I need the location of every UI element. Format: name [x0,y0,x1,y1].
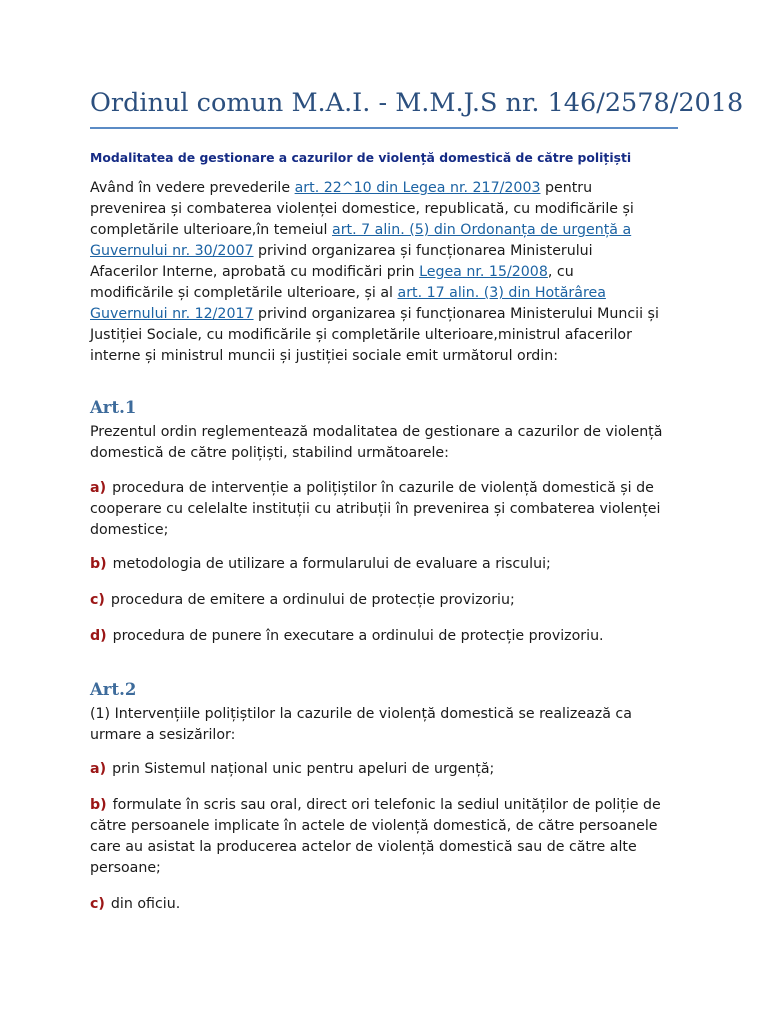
art1-line-2: domestică de către polițiști, stabilind următoarele: [90,445,449,461]
text: procedura de punere în executare a ordinului de protecție provizoriu. [112,628,604,644]
intro-line-7 [90,304,690,325]
art2-line-1: (1) Intervențiile polițiștilor la cazurile de violență domestică se realizează ca [90,706,632,722]
intro-line-8: Justiției Sociale, cu modificările și completările ulterioare,ministrul afacerilor [90,327,632,343]
text: completările ulterioare,în temeiul [90,222,332,238]
art2-c-line-1 [90,894,690,915]
text: privind organizarea și funcționarea Ministerului [253,243,593,259]
text: , cu [547,264,574,280]
intro-line-4 [90,241,690,262]
list-letter: b) [90,556,107,572]
link-oug-30-2007[interactable]: Guvernului nr. 30/2007 [90,243,254,259]
link-hg-12-2017[interactable]: Guvernului nr. 12/2017 [90,306,254,322]
art2-item-c [90,894,690,915]
art2-b-line-1 [90,795,690,816]
art2-b-line-4: persoane; [90,860,161,876]
art1-c-line-1 [90,590,690,611]
intro-line-1 [90,178,690,199]
list-letter: b) [90,797,107,813]
text: procedura de intervenție a polițiștilor în cazurile de violență domestică și de [112,480,654,496]
intro-line-3 [90,220,690,241]
link-legea-15-2008[interactable]: Legea nr. 15/2008 [419,264,548,280]
art2-paragraph [90,704,690,746]
art2-b-line-3: care au asistat la producerea actelor de violență domestică sau de către alte [90,839,637,855]
link-art-22-10[interactable]: art. 22^10 din Legea nr. 217/2003 [294,180,541,196]
text: formulate în scris sau oral, direct ori telefonic la sediul unităților de poliție de [112,797,661,813]
intro-line-5 [90,262,690,283]
intro-line-9: interne și ministrul muncii și justiției sociale emit următorul ordin: [90,348,559,364]
art2-a-line-1 [90,759,690,780]
art1-paragraph [90,422,690,464]
document-title: Ordinul comun M.A.I. - M.M.J.S nr. 146/2578/2018 [90,88,744,118]
text: metodologia de utilizare a formularului de evaluare a riscului; [112,556,551,572]
art1-item-d [90,626,690,647]
text: Afacerilor Interne, aprobată cu modificări prin [90,264,420,280]
art1-item-a [90,478,690,541]
link-art-7-oug[interactable]: art. 7 alin. (5) din Ordonanța de urgență a [332,222,632,238]
text: privind organizarea și funcționarea Ministerului Muncii și [253,306,659,322]
intro-paragraph [90,178,690,367]
text: din oficiu. [110,896,181,912]
text: pentru [540,180,593,196]
art2-heading: Art.2 [90,680,137,699]
art1-a-line-2: cooperare cu celelalte instituții cu atribuții în prevenirea și combaterea violenței [90,501,661,517]
document-subtitle: Modalitatea de gestionare a cazurilor de violență domestică de către polițiști [90,150,632,165]
art2-b-line-2: către persoanele implicate în actele de violență domestică, de către persoanele [90,818,658,834]
text: Având în vedere prevederile [90,180,295,196]
art1-item-b [90,554,690,575]
list-letter: c) [90,592,105,608]
intro-line-2: prevenirea și combaterea violenței domestice, republicată, cu modificările și [90,201,634,217]
list-letter: a) [90,480,107,496]
art2-line-2: urmare a sesizărilor: [90,727,236,743]
title-underline [90,127,678,129]
text: procedura de emitere a ordinului de protecție provizoriu; [110,592,515,608]
art1-d-line-1 [90,626,690,647]
intro-line-6 [90,283,690,304]
art1-item-c [90,590,690,611]
text: modificările și completările ulterioare, și al [90,285,398,301]
art1-line-1: Prezentul ordin reglementează modalitatea de gestionare a cazurilor de violență [90,424,663,440]
art1-a-line-1 [90,478,690,499]
art2-item-a [90,759,690,780]
text: prin Sistemul național unic pentru apeluri de urgență; [112,761,495,777]
list-letter: c) [90,896,105,912]
art1-b-line-1 [90,554,690,575]
list-letter: d) [90,628,107,644]
link-art-17-hg[interactable]: art. 17 alin. (3) din Hotărârea [397,285,606,301]
list-letter: a) [90,761,107,777]
art1-a-line-3: domestice; [90,522,169,538]
art2-item-b [90,795,690,879]
art1-heading: Art.1 [90,398,137,417]
